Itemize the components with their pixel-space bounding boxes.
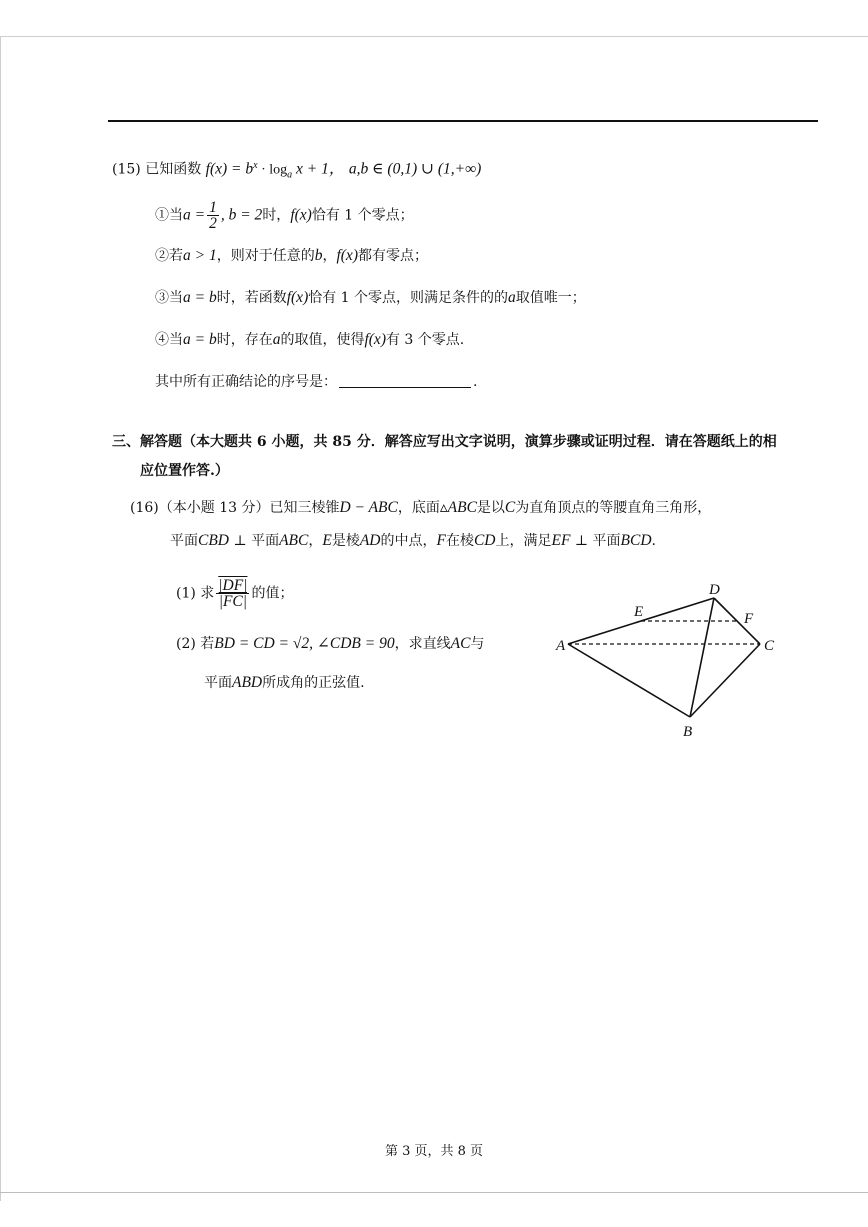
label-B: B [683,724,693,740]
page-number: 第 3 页，共 8 页 [384,1144,484,1159]
s1-end: 恰有 1 个零点； [311,207,414,224]
l2-e2: 在棱 [445,533,474,549]
q15-label: (15) 已知函数 [112,161,202,178]
s1-fx: f(x) [290,206,312,224]
s2-prefix: ②若 [155,248,183,264]
q15-function-tail: x + 1， [292,160,345,178]
q15-answer-blank[interactable] [339,387,471,388]
s4-a: a [272,331,281,348]
s3-a: a [508,289,516,306]
q16-mid: ，底面 [397,500,440,516]
q16-pyramid: D − ABC [339,499,398,516]
q15-statement-4 [155,330,464,350]
q15-statement-2 [155,246,428,266]
l2-b: ， [308,533,323,549]
s2-a: a > 1 [183,247,217,264]
q15-statement-3 [155,288,586,308]
s4-mid: 时，存在 [216,332,273,348]
edge-BC [690,644,760,717]
label-C: C [764,638,775,654]
q16-part2 [176,634,484,654]
q16-label: (16)（本小题 13 分）已知三棱锥 [130,500,340,516]
l2-ef: EF [551,532,571,549]
q16-part1 [176,578,293,609]
q15-domain: a,b ∈ (0,1) ∪ (1,+∞) [348,160,482,178]
s1-fraction [207,200,219,231]
p2-end: 与 [470,636,485,652]
s3-end: 取值唯一； [515,290,586,306]
q16-stem-line2 [170,531,656,551]
page-left-edge [0,36,1,1201]
s1-b: , b = 2 [220,206,263,224]
page-top-edge [0,36,868,37]
q16-stem-line1 [130,498,711,518]
s1-denominator: 2 [209,215,217,232]
q16-part2-cont [204,673,365,693]
p2-condition: BD = CD = √2, ∠CDB = 90 [214,635,395,652]
section3-heading: 三、解答题（本大题共 6 小题，共 85 分．解答应写出文字说明，演算步骤或证明过程．请在答题纸上的相 [112,434,777,450]
p2-l2a: 平面 [204,675,232,691]
pyramid-figure [550,580,790,745]
q16-triangle: ▵ABC [439,499,477,516]
q15-function: f(x) = b [205,160,254,178]
p2-abd: ABD [232,674,263,691]
s4-fx: f(x) [364,331,386,348]
q15-ask: 其中所有正确结论的序号是： [155,374,337,390]
p2-l2b: 所成角的正弦值. [262,675,365,691]
s2-end: 都有零点； [357,248,428,264]
l2-c: 是棱 [331,533,360,549]
p2-ac: AC [450,635,471,652]
l2-ad: AD [359,532,381,549]
s3-prefix: ③当 [155,290,183,306]
s1-prefix: ①当 [155,207,183,224]
l2-e: E [322,532,332,549]
l2-f2: 上，满足 [495,533,552,549]
label-D: D [709,582,720,598]
s4-ab: a = b [183,331,217,348]
edge-DB [690,598,714,717]
p2-mid: ，求直线 [394,636,451,652]
l2-end: . [651,533,656,549]
l2-d: 的中点， [380,533,437,549]
s4-prefix: ④当 [155,332,183,348]
p1-fraction [216,578,249,609]
q15-stem [112,156,481,185]
page-bottom-edge [0,1192,868,1193]
l2-bcd: BCD [620,532,652,549]
s4-mid2: 的取值，使得 [280,332,365,348]
s3-mid: 时，若函数 [216,290,287,306]
label-F: F [744,611,754,627]
l2-abc: ABC [279,532,309,549]
p2-prefix: (2) 若 [176,636,215,652]
p1-end: 的值； [251,585,294,602]
p1-prefix: (1) 求 [176,585,215,602]
l2-f: F [436,532,446,549]
q15-log: · log [257,162,288,178]
section3-heading-cont: 应位置作答.） [140,463,229,479]
l2-a: 平面 [170,533,198,549]
s2-comma: ， [322,248,337,264]
l2-g: ⊥ 平面 [570,533,621,549]
p1-denominator: |FC| [218,593,248,610]
s1-post: 时， [262,207,291,224]
q15-ask-end: . [473,374,478,390]
s4-end: 有 3 个零点. [385,332,465,348]
header-rule [108,120,818,122]
s3-fx: f(x) [286,289,309,306]
s1-numerator: 1 [209,199,217,216]
q16-end: 为直角顶点的等腰直角三角形， [515,500,712,516]
s2-fx: f(x) [336,247,358,264]
q15-statement-1 [155,200,414,231]
edge-AB [568,644,690,717]
q15-answer-prompt [155,372,477,392]
s3-mid2: 恰有 1 个零点，则满足条件的的 [308,290,509,306]
s3-ab: a = b [183,289,217,306]
l2-cbd: CBD [198,532,229,549]
s2-mid: ，则对于任意的 [216,248,315,264]
l2-perp: ⊥ 平面 [229,533,280,549]
q16-mid2: 是以 [476,500,505,516]
q15-log-base: a [287,169,293,181]
l2-cd: CD [473,532,496,549]
s2-b: b [314,247,323,264]
q16-vertex-c: C [504,499,516,516]
label-A: A [556,638,566,654]
s1-a: a = [183,206,206,224]
p1-numerator: |DF| [218,577,248,594]
q15-exponent: x [253,160,258,171]
label-E: E [634,604,644,620]
